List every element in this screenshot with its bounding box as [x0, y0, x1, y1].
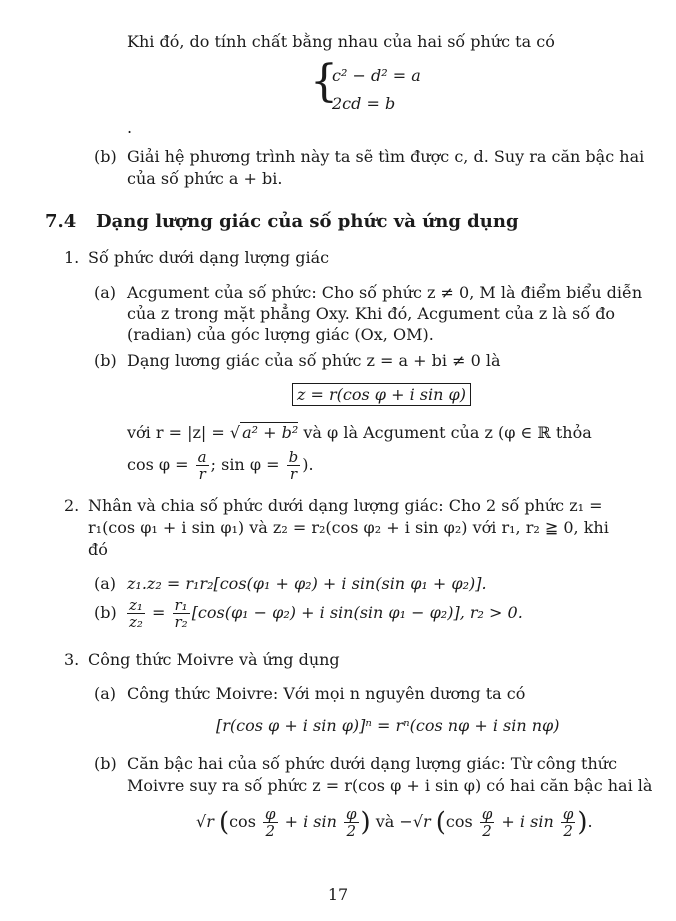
root2-cos-den: 2	[482, 822, 492, 840]
with-prefix: với r = |z| =	[127, 423, 230, 442]
intro-line: Khi đó, do tính chất bằng nhau của hai số phức ta có	[127, 32, 555, 51]
system-eq2	[332, 94, 395, 114]
quotient-r-den: r₂	[174, 613, 188, 631]
quotient-z-num: z₁	[129, 596, 143, 614]
list2-a-label: (a)	[94, 574, 117, 593]
sin-fraction	[287, 449, 301, 482]
list1-with-line	[127, 423, 592, 443]
sqrt-sign: √	[229, 423, 241, 442]
quotient-z-fraction	[127, 597, 145, 630]
root2-prefix: −√r	[399, 812, 431, 831]
list2-line1: Nhân và chia số phức dưới dạng lượng giác: Cho 2 số phức z₁ =	[88, 496, 603, 515]
sin-prefix: ; sin φ =	[210, 455, 285, 474]
quotient-rest: [cos(φ₁ − φ₂) + i sin(sin φ₁ − φ₂)], r₂ > 0.	[191, 603, 523, 622]
list1-a-line3: (radian) của góc lượng giác (Ox, OM).	[127, 325, 434, 344]
root1-plus-isin: + i sin	[279, 812, 342, 831]
list2-line2: r₁(cos φ₁ + i sin φ₁) và z₂ = r₂(cos φ₂ + i sin φ₂) với r₁, r₂ ≧ 0, khi	[88, 518, 609, 537]
root1-cos-den: 2	[265, 822, 276, 840]
quotient-eq: =	[146, 603, 171, 622]
sin-den: r	[289, 465, 297, 483]
root2-cos-num: φ	[481, 805, 493, 823]
system-eq1-lhs: c² − d² =	[332, 66, 412, 85]
list1-cos-sin-line	[127, 448, 314, 482]
cos-num: a	[197, 448, 207, 466]
root2-sin-frac	[561, 806, 576, 839]
page-number: 17	[327, 885, 349, 904]
list2-b-formula	[125, 594, 523, 632]
section-title: Dạng lượng giác của số phức và ứng dụng	[96, 211, 519, 232]
root2-open-paren: (	[435, 807, 446, 838]
list2-label: 2.	[64, 496, 80, 515]
system-eq2-lhs: 2cd =	[332, 94, 385, 113]
close-paren: ).	[302, 455, 314, 474]
root1-cos-num: φ	[264, 805, 276, 823]
root2-close-paren: )	[577, 807, 588, 838]
roots-end-dot: .	[587, 812, 593, 831]
section-number: 7.4	[45, 211, 77, 232]
list1-b-line1: Dạng lương giác của số phức z = a + bi ≠ 0 là	[127, 351, 501, 370]
item-b-line1: Giải hệ phương trình này ta sẽ tìm được c, d. Suy ra căn bậc hai	[127, 147, 645, 166]
root1-sin-den: 2	[346, 822, 357, 840]
boxed-formula	[292, 385, 471, 405]
cos-fraction	[196, 449, 209, 482]
list1-a-label: (a)	[94, 283, 117, 302]
quotient-r-num: r₁	[174, 596, 188, 614]
list2-a-formula: z₁.z₂ = r₁r₂[cos(φ₁ + φ₂) + i sin(sin φ₁ + φ₂)].	[127, 574, 487, 593]
root1-prefix: √r	[196, 812, 214, 831]
root2-cos: cos	[445, 812, 478, 831]
root1-open-paren: (	[218, 807, 230, 838]
sin-num: b	[288, 448, 299, 466]
boxed-formula-text: z = r(cos φ + i sin φ)	[292, 383, 471, 406]
cos-den: r	[198, 465, 206, 483]
quotient-z-den: z₂	[129, 613, 143, 631]
list3-title: Công thức Moivre và ứng dụng	[88, 650, 340, 669]
list2-line3: đó	[88, 540, 108, 559]
list3-b-line2: Moivre suy ra số phức z = r(cos φ + i sin φ) có hai căn bậc hai là	[127, 776, 653, 795]
list1-b-label: (b)	[94, 351, 117, 370]
list3-b-label: (b)	[94, 754, 117, 773]
stray-dot: .	[127, 118, 133, 137]
square-roots-formula	[196, 800, 593, 845]
cos-prefix: cos φ =	[127, 455, 194, 474]
sqrt-radicand: a² + b²	[242, 423, 299, 442]
system-brace: {	[310, 56, 338, 107]
moivre-formula: [r(cos φ + i sin φ)]ⁿ = rⁿ(cos nφ + i sin nφ)	[216, 716, 560, 735]
item-b-label: (b)	[94, 147, 117, 166]
system-eq2-rhs: b	[384, 94, 396, 113]
list3-a-label: (a)	[94, 684, 117, 703]
list3-b-line1: Căn bậc hai của số phức dưới dạng lượng giác: Từ công thức	[127, 754, 618, 773]
list1-a-line2: của z trong mặt phẳng Oxy. Khi đó, Acgument của z là số đo	[127, 304, 616, 323]
list1-label: 1.	[64, 248, 80, 267]
root2-cos-frac	[480, 806, 495, 839]
and-word: và	[370, 812, 400, 831]
root2-sin-num: φ	[562, 805, 574, 823]
item-b-line2: của số phức a + bi.	[127, 169, 283, 188]
list2-b-label: (b)	[94, 603, 117, 622]
root1-cos-frac	[263, 806, 278, 839]
quotient-r-fraction	[173, 597, 190, 630]
system-eq1	[332, 66, 421, 86]
list1-title: Số phức dưới dạng lượng giác	[88, 248, 330, 267]
root1-sin-num: φ	[346, 805, 357, 823]
root2-sin-den: 2	[563, 822, 573, 840]
root2-plus-isin: + i sin	[496, 812, 559, 831]
system-eq1-rhs: a	[411, 66, 421, 85]
root1-cos: cos	[229, 812, 261, 831]
with-rest: và φ là Acgument của z (φ ∈ ℝ thỏa	[298, 423, 592, 442]
root1-sin-frac	[344, 806, 359, 839]
list3-a-line1: Công thức Moivre: Với mọi n nguyên dương ta có	[127, 684, 526, 703]
root1-close-paren: )	[360, 807, 371, 838]
list1-a-line1: Acgument của số phức: Cho số phức z ≠ 0, M là điểm biểu diễn	[127, 283, 643, 302]
list3-label: 3.	[64, 650, 80, 669]
